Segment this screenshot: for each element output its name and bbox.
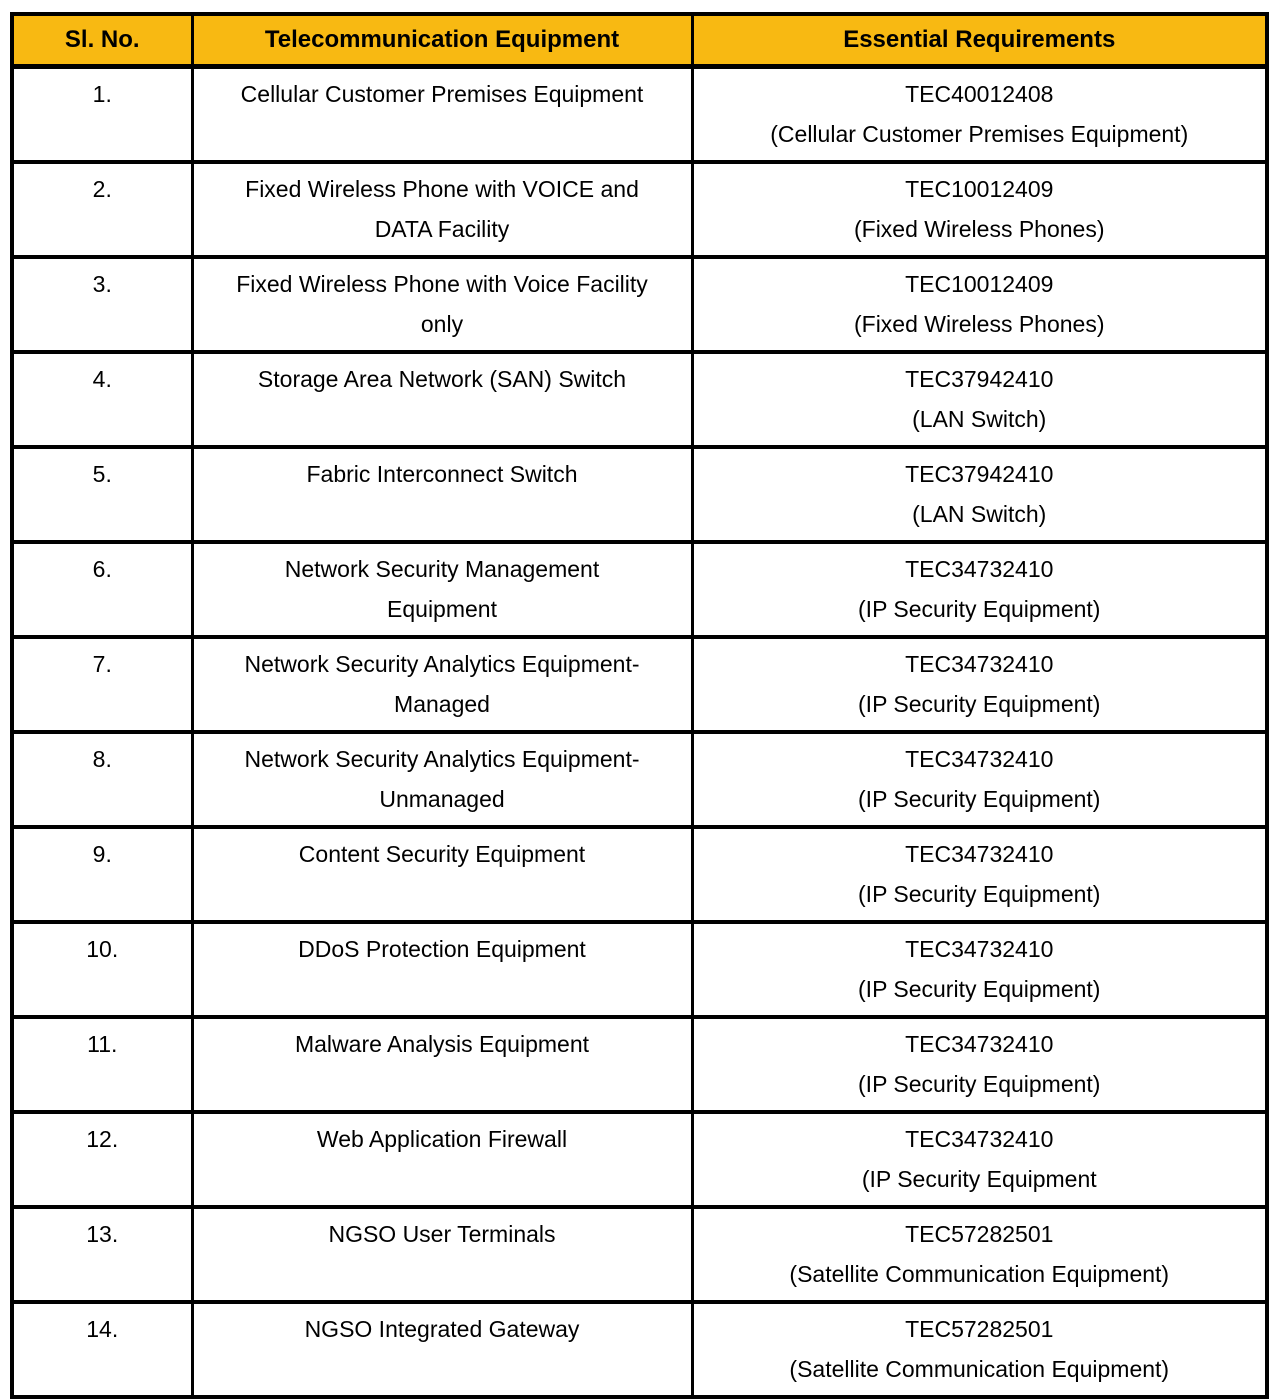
requirements-cell xyxy=(692,827,1267,922)
sl-no-cell xyxy=(12,1302,192,1397)
requirements-cell xyxy=(692,922,1267,1017)
header-sl-no: Sl. No. xyxy=(12,14,192,67)
table-row xyxy=(12,352,1267,447)
requirements-cell xyxy=(692,1302,1267,1397)
requirements-cell-line: TEC57282501 xyxy=(905,1221,1054,1247)
requirements-cell-line: TEC37942410 xyxy=(905,366,1054,392)
equipment-cell-line: Fixed Wireless Phone with VOICE and xyxy=(245,176,639,202)
sl-no-cell xyxy=(12,447,192,542)
requirements-cell xyxy=(692,352,1267,447)
table-body xyxy=(12,67,1267,1398)
requirements-cell-line: (IP Security Equipment) xyxy=(858,786,1101,812)
header-telecommunication-equipment: Telecommunication Equipment xyxy=(192,14,692,67)
requirements-cell xyxy=(692,1207,1267,1302)
requirements-cell-line: (IP Security Equipment) xyxy=(858,1071,1101,1097)
table-row xyxy=(12,827,1267,922)
requirements-cell-line: (IP Security Equipment) xyxy=(858,691,1101,717)
equipment-cell-line: Fixed Wireless Phone with Voice Facility xyxy=(236,271,648,297)
requirements-cell xyxy=(692,542,1267,637)
table-row xyxy=(12,637,1267,732)
equipment-cell-line: Network Security Analytics Equipment- xyxy=(244,651,640,677)
sl-no-cell xyxy=(12,257,192,352)
table-row xyxy=(12,732,1267,827)
equipment-cell-line: NGSO Integrated Gateway xyxy=(304,1316,580,1342)
table-row xyxy=(12,1207,1267,1302)
requirements-cell-line: (LAN Switch) xyxy=(912,406,1047,432)
requirements-cell-line: TEC34732410 xyxy=(905,651,1054,677)
essential-requirements-table xyxy=(10,12,1269,1399)
equipment-cell-line: Managed xyxy=(394,691,490,717)
table-row xyxy=(12,1112,1267,1207)
equipment-cell xyxy=(192,162,692,257)
sl-no-cell-line: 14. xyxy=(86,1316,119,1342)
sl-no-cell-line: 13. xyxy=(86,1221,119,1247)
requirements-cell-line: (IP Security Equipment) xyxy=(858,596,1101,622)
table-row xyxy=(12,1017,1267,1112)
sl-no-cell xyxy=(12,542,192,637)
sl-no-cell-line: 7. xyxy=(92,651,112,677)
sl-no-cell xyxy=(12,352,192,447)
equipment-cell-line: Network Security Analytics Equipment- xyxy=(244,746,640,772)
sl-no-cell xyxy=(12,1017,192,1112)
requirements-cell-line: (IP Security Equipment xyxy=(861,1166,1097,1192)
sl-no-cell-line: 4. xyxy=(92,366,112,392)
equipment-cell-line: Malware Analysis Equipment xyxy=(294,1031,590,1057)
sl-no-cell-line: 11. xyxy=(87,1031,118,1057)
equipment-cell xyxy=(192,542,692,637)
equipment-cell-line: Equipment xyxy=(387,596,497,622)
equipment-cell xyxy=(192,67,692,163)
requirements-cell-line: (Fixed Wireless Phones) xyxy=(853,311,1105,337)
requirements-cell-line: TEC34732410 xyxy=(905,556,1054,582)
equipment-cell-line: Unmanaged xyxy=(379,786,505,812)
requirements-cell xyxy=(692,67,1267,163)
requirements-cell-line: (Satellite Communication Equipment) xyxy=(789,1261,1170,1287)
table-row xyxy=(12,162,1267,257)
requirements-cell-line: TEC34732410 xyxy=(905,841,1054,867)
equipment-cell-line: Fabric Interconnect Switch xyxy=(306,461,578,487)
table-row xyxy=(12,542,1267,637)
sl-no-cell-line: 1. xyxy=(92,81,112,107)
sl-no-cell xyxy=(12,922,192,1017)
header-essential-requirements: Essential Requirements xyxy=(692,14,1267,67)
equipment-cell xyxy=(192,352,692,447)
requirements-cell xyxy=(692,637,1267,732)
requirements-cell-line: TEC34732410 xyxy=(905,936,1054,962)
equipment-cell xyxy=(192,637,692,732)
requirements-cell xyxy=(692,162,1267,257)
requirements-cell-line: TEC10012409 xyxy=(905,271,1054,297)
equipment-cell xyxy=(192,732,692,827)
requirements-cell-line: TEC40012408 xyxy=(905,81,1054,107)
requirements-cell-line: TEC34732410 xyxy=(905,1126,1054,1152)
requirements-cell-line: (IP Security Equipment) xyxy=(858,881,1101,907)
sl-no-cell-line: 6. xyxy=(92,556,112,582)
requirements-cell-line: (LAN Switch) xyxy=(912,501,1047,527)
sl-no-cell-line: 2. xyxy=(92,176,112,202)
equipment-cell xyxy=(192,1302,692,1397)
sl-no-cell-line: 10. xyxy=(86,936,119,962)
equipment-cell-line: only xyxy=(420,311,464,337)
table-row xyxy=(12,1302,1267,1397)
equipment-cell xyxy=(192,922,692,1017)
requirements-cell xyxy=(692,1017,1267,1112)
requirements-cell-line: (Fixed Wireless Phones) xyxy=(853,216,1105,242)
table-row xyxy=(12,67,1267,163)
sl-no-cell xyxy=(12,732,192,827)
sl-no-cell xyxy=(12,827,192,922)
requirements-cell-line: TEC57282501 xyxy=(905,1316,1054,1342)
table-row xyxy=(12,447,1267,542)
equipment-cell-line: Web Application Firewall xyxy=(316,1126,568,1152)
requirements-cell-line: TEC10012409 xyxy=(905,176,1054,202)
table-row xyxy=(12,922,1267,1017)
table-row xyxy=(12,257,1267,352)
equipment-cell xyxy=(192,827,692,922)
table-header-row xyxy=(12,14,1267,67)
requirements-cell-line: TEC37942410 xyxy=(905,461,1054,487)
requirements-cell-line: TEC34732410 xyxy=(905,1031,1054,1057)
sl-no-cell xyxy=(12,1207,192,1302)
equipment-cell-line: Storage Area Network (SAN) Switch xyxy=(257,366,627,392)
requirements-cell-line: (Cellular Customer Premises Equipment) xyxy=(770,121,1189,147)
equipment-cell xyxy=(192,1112,692,1207)
sl-no-cell xyxy=(12,67,192,163)
requirements-cell xyxy=(692,732,1267,827)
sl-no-cell-line: 3. xyxy=(92,271,112,297)
sl-no-cell xyxy=(12,162,192,257)
sl-no-cell-line: 8. xyxy=(92,746,112,772)
requirements-cell-line: (IP Security Equipment) xyxy=(858,976,1101,1002)
sl-no-cell-line: 5. xyxy=(92,461,112,487)
equipment-cell xyxy=(192,1017,692,1112)
requirements-cell xyxy=(692,1112,1267,1207)
equipment-cell xyxy=(192,447,692,542)
requirements-cell-line: (Satellite Communication Equipment) xyxy=(789,1356,1170,1382)
sl-no-cell xyxy=(12,1112,192,1207)
equipment-cell-line: DDoS Protection Equipment xyxy=(298,936,586,962)
requirements-cell-line: TEC34732410 xyxy=(905,746,1054,772)
requirements-cell xyxy=(692,447,1267,542)
equipment-cell-line: Content Security Equipment xyxy=(298,841,586,867)
equipment-cell-line: DATA Facility xyxy=(374,216,510,242)
requirements-cell xyxy=(692,257,1267,352)
equipment-cell xyxy=(192,257,692,352)
sl-no-cell-line: 9. xyxy=(92,841,112,867)
equipment-cell-line: Cellular Customer Premises Equipment xyxy=(240,81,644,107)
equipment-cell-line: Network Security Management xyxy=(284,556,600,582)
sl-no-cell xyxy=(12,637,192,732)
equipment-cell-line: NGSO User Terminals xyxy=(328,1221,556,1247)
sl-no-cell-line: 12. xyxy=(86,1126,119,1152)
equipment-cell xyxy=(192,1207,692,1302)
